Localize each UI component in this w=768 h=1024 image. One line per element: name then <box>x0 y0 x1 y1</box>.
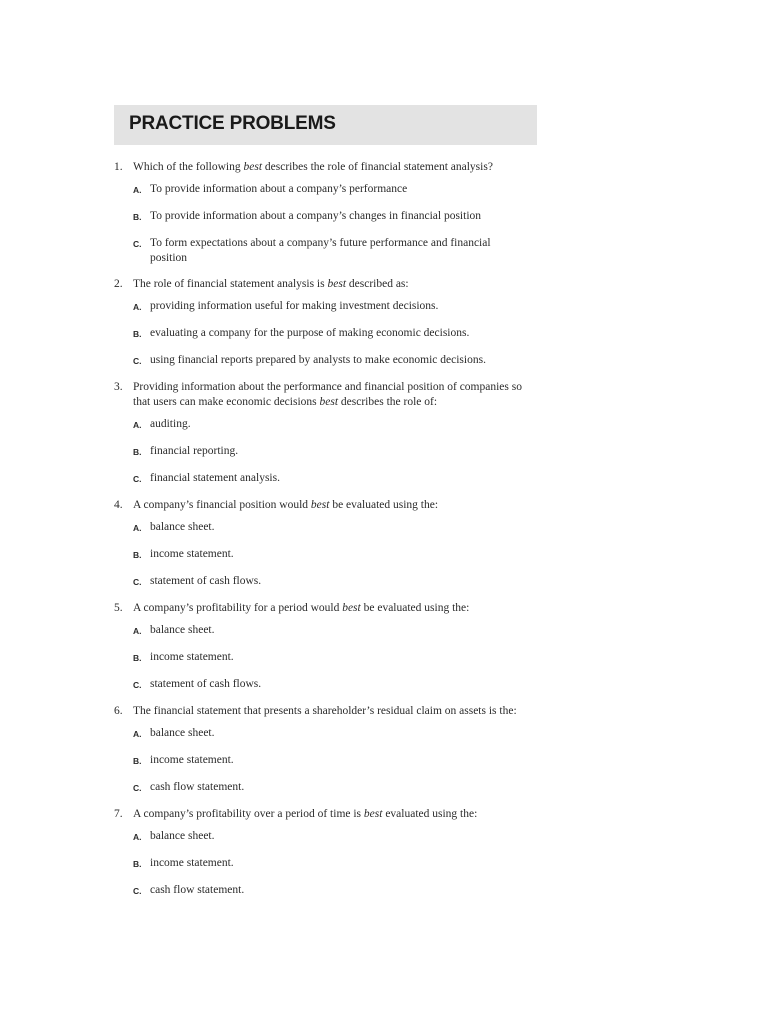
question-emphasis: best <box>310 499 330 511</box>
question-list <box>114 160 534 910</box>
answer-option <box>114 883 534 899</box>
question-text-part: be evaluated using the: <box>329 499 439 511</box>
option-text: statement of cash flows. <box>150 678 262 690</box>
question-stem <box>114 498 534 513</box>
answer-option <box>114 780 534 796</box>
option-text: financial reporting. <box>150 445 239 457</box>
question-emphasis: best <box>363 808 383 820</box>
option-text: providing information useful for making investment decisions. <box>150 300 439 312</box>
option-text: cash flow statement. <box>150 884 245 896</box>
question-emphasis: best <box>319 396 339 408</box>
answer-option <box>114 520 534 536</box>
option-text: using financial reports prepared by analysts to make economic decisions. <box>150 354 486 366</box>
question-text-part: A company’s financial position would <box>133 499 311 511</box>
option-text: auditing. <box>150 418 191 430</box>
option-letter: A. <box>133 523 142 533</box>
option-text: balance sheet. <box>150 624 215 636</box>
question-number: 4. <box>114 499 123 511</box>
answer-option <box>114 574 534 590</box>
option-text: balance sheet. <box>150 830 215 842</box>
question-text-part: be evaluated using the: <box>360 602 470 614</box>
question-text-part: Providing information about the performance and financial position of companies so that users can make economic decisions <box>133 381 522 408</box>
question-item <box>114 498 534 590</box>
question-number: 5. <box>114 602 123 614</box>
answer-options <box>114 829 534 899</box>
question-text-part: described as: <box>346 278 409 290</box>
question-text <box>133 601 534 616</box>
question-stem <box>114 380 534 410</box>
question-text-part: describes the role of: <box>338 396 438 408</box>
option-letter: B. <box>133 653 142 663</box>
option-text: cash flow statement. <box>150 781 245 793</box>
question-text-part: evaluated using the: <box>382 808 478 820</box>
option-letter: C. <box>133 577 142 587</box>
option-letter: C. <box>133 783 142 793</box>
question-item <box>114 277 534 369</box>
question-text-part: A company’s profitability for a period would <box>133 602 343 614</box>
answer-options <box>114 726 534 796</box>
option-letter: C. <box>133 356 142 366</box>
option-letter: B. <box>133 859 142 869</box>
question-number: 1. <box>114 161 123 173</box>
question-text <box>133 380 534 410</box>
option-letter: B. <box>133 447 142 457</box>
answer-option <box>114 623 534 639</box>
answer-options <box>114 520 534 590</box>
question-number: 6. <box>114 705 123 717</box>
option-letter: A. <box>133 185 142 195</box>
answer-option <box>114 326 534 342</box>
answer-option <box>114 726 534 742</box>
question-text <box>133 498 534 513</box>
answer-option <box>114 182 534 198</box>
question-text-part: The financial statement that presents a shareholder’s residual claim on assets is the: <box>133 705 517 717</box>
option-letter: C. <box>133 474 142 484</box>
question-item <box>114 160 534 266</box>
answer-option <box>114 753 534 769</box>
question-text-part: The role of financial statement analysis is <box>133 278 328 290</box>
question-stem <box>114 704 534 719</box>
question-item <box>114 601 534 693</box>
option-letter: C. <box>133 680 142 690</box>
option-text: To form expectations about a company’s future performance and financial position <box>150 237 491 264</box>
answer-option <box>114 236 534 266</box>
question-text <box>133 807 534 822</box>
answer-option <box>114 471 534 487</box>
answer-option <box>114 209 534 225</box>
option-letter: C. <box>133 886 142 896</box>
answer-option <box>114 353 534 369</box>
answer-option <box>114 650 534 666</box>
question-number: 2. <box>114 278 123 290</box>
option-letter: A. <box>133 420 142 430</box>
option-letter: B. <box>133 756 142 766</box>
answer-option <box>114 299 534 315</box>
question-number: 7. <box>114 808 123 820</box>
option-letter: B. <box>133 550 142 560</box>
option-letter: A. <box>133 832 142 842</box>
answer-option <box>114 829 534 845</box>
question-stem <box>114 160 534 175</box>
answer-options <box>114 417 534 487</box>
option-text: income statement. <box>150 754 234 766</box>
option-text: evaluating a company for the purpose of making economic decisions. <box>150 327 470 339</box>
page-title: PRACTICE PROBLEMS <box>129 113 336 134</box>
section-header <box>114 105 537 145</box>
question-item <box>114 380 534 487</box>
option-text: To provide information about a company’s performance <box>150 183 408 195</box>
question-text-part: Which of the following <box>133 161 244 173</box>
option-letter: B. <box>133 329 142 339</box>
question-text <box>133 704 534 719</box>
question-stem <box>114 807 534 822</box>
question-number: 3. <box>114 381 123 393</box>
option-letter: B. <box>133 212 142 222</box>
question-item <box>114 704 534 796</box>
option-text: balance sheet. <box>150 521 215 533</box>
question-emphasis: best <box>327 278 347 290</box>
question-text <box>133 277 534 292</box>
answer-options <box>114 299 534 369</box>
option-letter: A. <box>133 729 142 739</box>
option-text: financial statement analysis. <box>150 472 280 484</box>
question-text-part: A company’s profitability over a period of time is <box>133 808 364 820</box>
option-text: income statement. <box>150 548 234 560</box>
answer-option <box>114 856 534 872</box>
option-text: income statement. <box>150 651 234 663</box>
answer-option <box>114 444 534 460</box>
option-text: statement of cash flows. <box>150 575 262 587</box>
option-letter: A. <box>133 626 142 636</box>
answer-options <box>114 182 534 266</box>
question-emphasis: best <box>342 602 361 614</box>
question-item <box>114 807 534 899</box>
option-text: balance sheet. <box>150 727 215 739</box>
option-text: income statement. <box>150 857 234 869</box>
answer-options <box>114 623 534 693</box>
question-stem <box>114 277 534 292</box>
option-text: To provide information about a company’s changes in financial position <box>150 210 482 222</box>
option-letter: A. <box>133 302 142 312</box>
answer-option <box>114 547 534 563</box>
answer-option <box>114 677 534 693</box>
question-text-part: describes the role of financial statement analysis? <box>262 161 493 173</box>
question-stem <box>114 601 534 616</box>
option-letter: C. <box>133 239 142 249</box>
answer-option <box>114 417 534 433</box>
question-text <box>133 160 534 175</box>
question-emphasis: best <box>243 161 263 173</box>
